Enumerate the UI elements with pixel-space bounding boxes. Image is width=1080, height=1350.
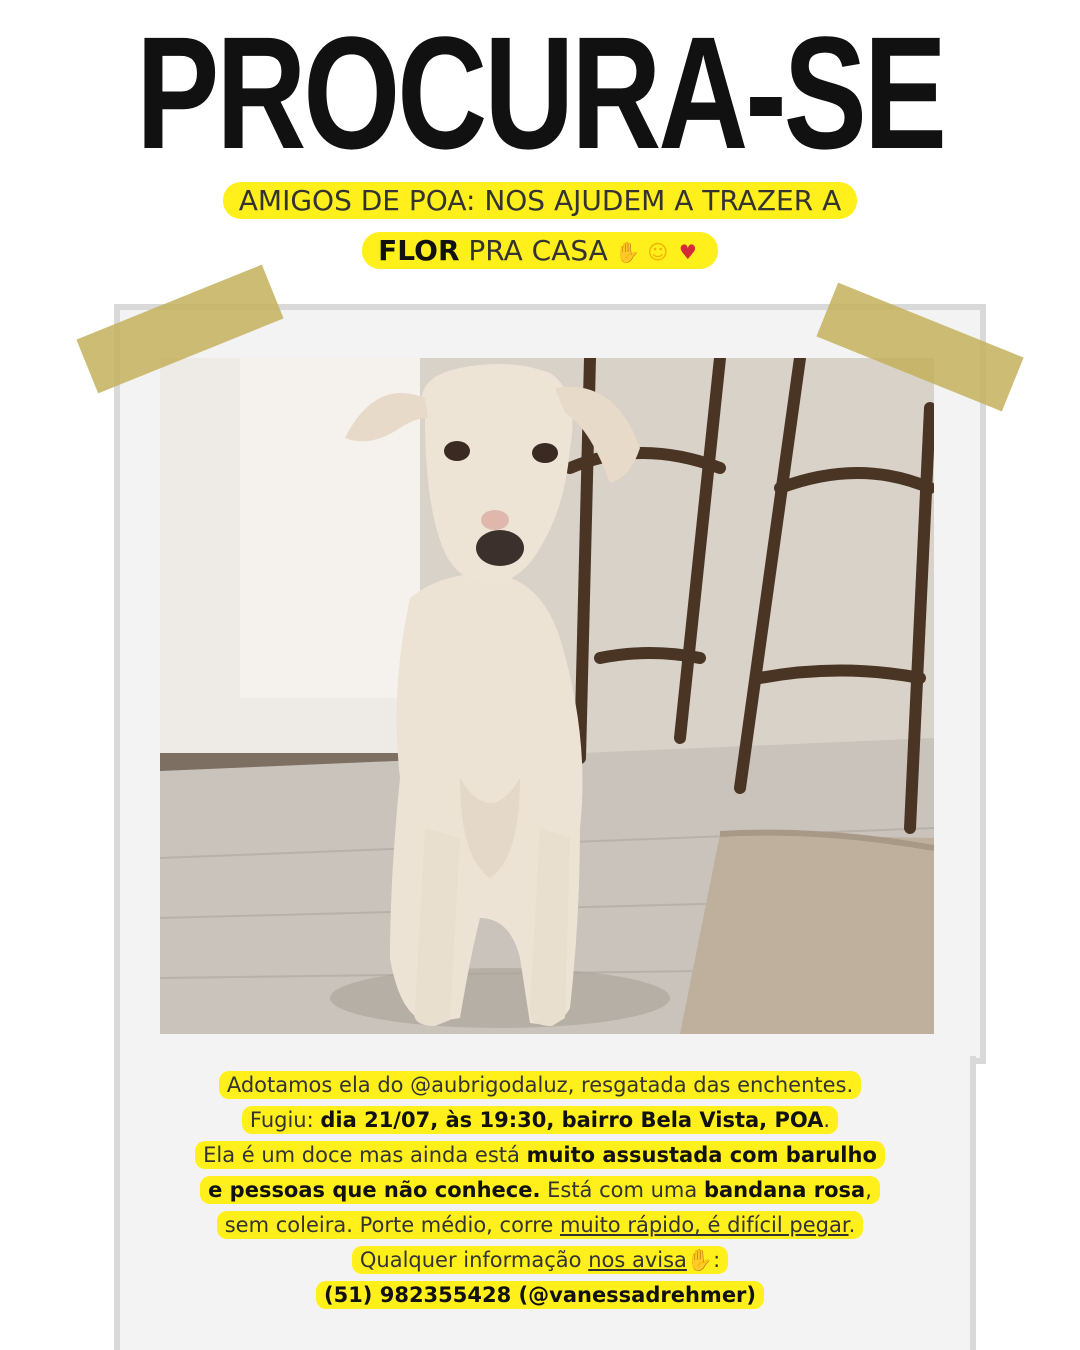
details-line-5-end: .: [848, 1213, 856, 1237]
details-line-4-text: Está com uma: [540, 1178, 704, 1202]
details-line-5-text: sem coleira. Porte médio, corre: [224, 1213, 560, 1237]
details-line-3: [130, 1138, 950, 1173]
subtitle-highlight-1: [223, 182, 857, 219]
details-line-2-end: .: [823, 1108, 831, 1132]
poster-title: PROCURA-SE: [136, 3, 944, 182]
praying-hands-icon: ✋: [686, 1248, 714, 1272]
details-line-5-underlined: muito rápido, é difícil pegar: [559, 1213, 849, 1237]
dog-photo: [160, 358, 934, 1034]
details-line-4-bold: e pessoas que não conhece.: [208, 1178, 541, 1202]
contact-phone-handle: (51) 982355428 (@vanessadrehmer): [323, 1283, 757, 1307]
details-line-6-end: :: [713, 1248, 721, 1272]
subtitle-highlight-2: [362, 232, 718, 269]
details-line-5: [130, 1208, 950, 1243]
subtitle-emojis: [614, 238, 702, 266]
praying-hands-icon: ✋: [615, 240, 641, 264]
bandana-description: bandana rosa: [703, 1178, 866, 1202]
details-line-4-end: ,: [865, 1178, 872, 1202]
details-line-1-text: Adotamos ela do @aubrigodaluz, resgatada das enchentes.: [226, 1073, 854, 1097]
contact-line: [130, 1278, 950, 1313]
details-line-6: [130, 1243, 950, 1278]
broken-heart-icon: ♥: [678, 240, 697, 264]
details-line-2: [130, 1103, 950, 1138]
details-line-4: [130, 1173, 950, 1208]
subtitle-line-2: PRA CASA: [459, 234, 608, 267]
details-line-3-bold: muito assustada com barulho: [526, 1143, 877, 1167]
escape-date-location: dia 21/07, às 19:30, bairro Bela Vista, POA: [320, 1108, 824, 1132]
details-text: [130, 1068, 950, 1313]
details-line-6-underlined: nos avisa: [588, 1248, 687, 1272]
details-line-6-text: Qualquer informação: [359, 1248, 589, 1272]
subtitle-line-1: AMIGOS DE POA: NOS AJUDEM A TRAZER A: [238, 184, 842, 217]
details-line-3-text: Ela é um doce mas ainda está: [203, 1143, 527, 1167]
poster-subtitle: [0, 176, 1080, 276]
crying-face-icon: ☺: [647, 240, 669, 264]
details-line-1: [130, 1068, 950, 1103]
dog-name: FLOR: [378, 234, 460, 267]
details-line-2-label: Fugiu:: [249, 1108, 321, 1132]
